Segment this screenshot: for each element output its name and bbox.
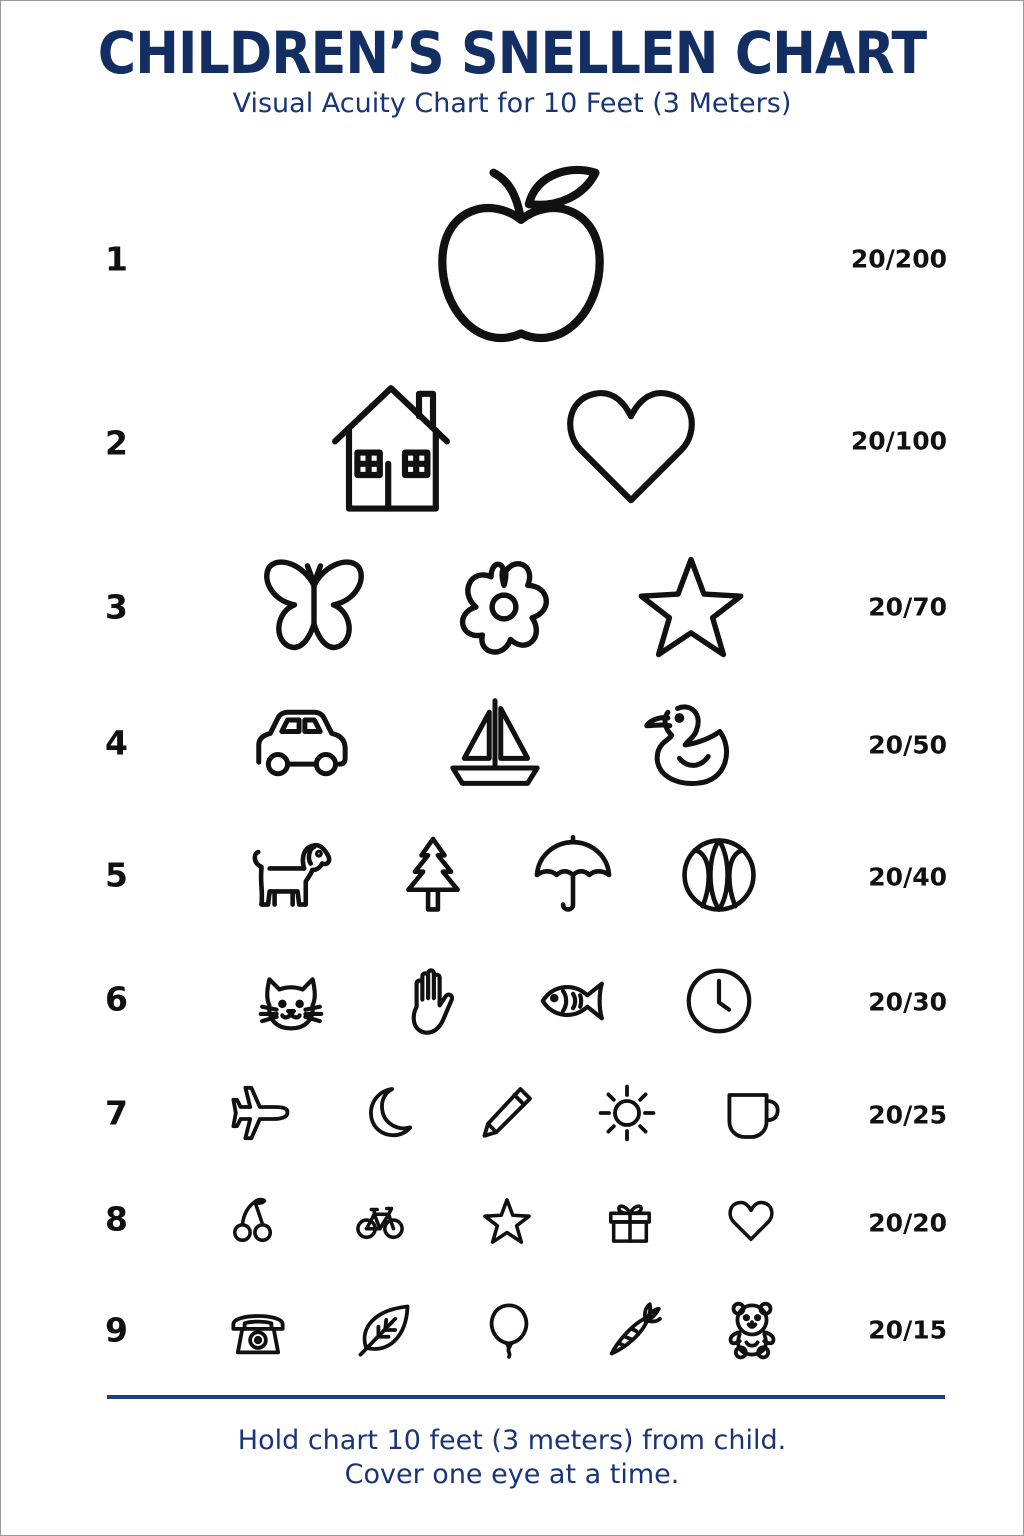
butterfly-icon: [260, 553, 368, 661]
apple-icon: [423, 161, 619, 357]
row-number: 9: [105, 1310, 128, 1350]
row-number: 4: [105, 723, 128, 763]
acuity-label: 20/20: [868, 1208, 947, 1238]
balloon-icon: [481, 1302, 537, 1358]
acuity-label: 20/70: [868, 592, 947, 622]
bicycle-icon: [356, 1197, 404, 1245]
heart-icon: [727, 1197, 775, 1245]
row-number: 8: [105, 1199, 128, 1239]
cherries-icon: [229, 1197, 277, 1245]
chart-subtitle: Visual Acuity Chart for 10 Feet (3 Meters): [232, 88, 792, 119]
beach-ball-icon: [678, 834, 760, 916]
fish-icon: [537, 965, 609, 1037]
teddy-bear-icon: [724, 1302, 780, 1358]
acuity-label: 20/25: [868, 1100, 947, 1130]
row-number: 2: [105, 423, 128, 463]
acuity-label: 20/40: [868, 862, 947, 892]
footer-instruction-cover-eye: Cover one eye at a time.: [344, 1459, 680, 1490]
heart-icon: [561, 377, 701, 517]
acuity-label: 20/50: [868, 730, 947, 760]
acuity-label: 20/30: [868, 987, 947, 1017]
tree-icon: [392, 834, 474, 916]
row-number: 5: [105, 855, 128, 895]
row-number: 7: [105, 1093, 128, 1133]
leaf-icon: [356, 1302, 412, 1358]
star-icon: [637, 553, 745, 661]
acuity-label: 20/15: [868, 1315, 947, 1345]
cat-icon: [255, 965, 327, 1037]
sun-icon: [597, 1083, 657, 1143]
duck-icon: [641, 695, 737, 791]
cup-icon: [721, 1083, 781, 1143]
acuity-label: 20/100: [850, 426, 947, 456]
flower-icon: [450, 553, 558, 661]
telephone-icon: [230, 1302, 286, 1358]
car-icon: [253, 695, 349, 791]
clock-icon: [683, 965, 755, 1037]
moon-icon: [355, 1083, 415, 1143]
acuity-label: 20/200: [850, 244, 947, 274]
sailboat-icon: [447, 695, 543, 791]
hand-icon: [395, 965, 467, 1037]
star-icon: [483, 1197, 531, 1245]
footer-instruction-distance: Hold chart 10 feet (3 meters) from child.: [237, 1425, 787, 1456]
umbrella-icon: [532, 834, 614, 916]
row-number: 6: [105, 979, 128, 1019]
gift-icon: [606, 1197, 654, 1245]
pencil-icon: [476, 1083, 536, 1143]
house-icon: [321, 377, 461, 517]
carrot-icon: [605, 1302, 661, 1358]
row-number: 3: [105, 587, 128, 627]
footer-divider: [107, 1395, 945, 1399]
airplane-icon: [231, 1083, 291, 1143]
chart-title: CHILDREN’S SNELLEN CHART: [97, 19, 927, 87]
row-number: 1: [105, 239, 128, 279]
dog-icon: [250, 834, 332, 916]
